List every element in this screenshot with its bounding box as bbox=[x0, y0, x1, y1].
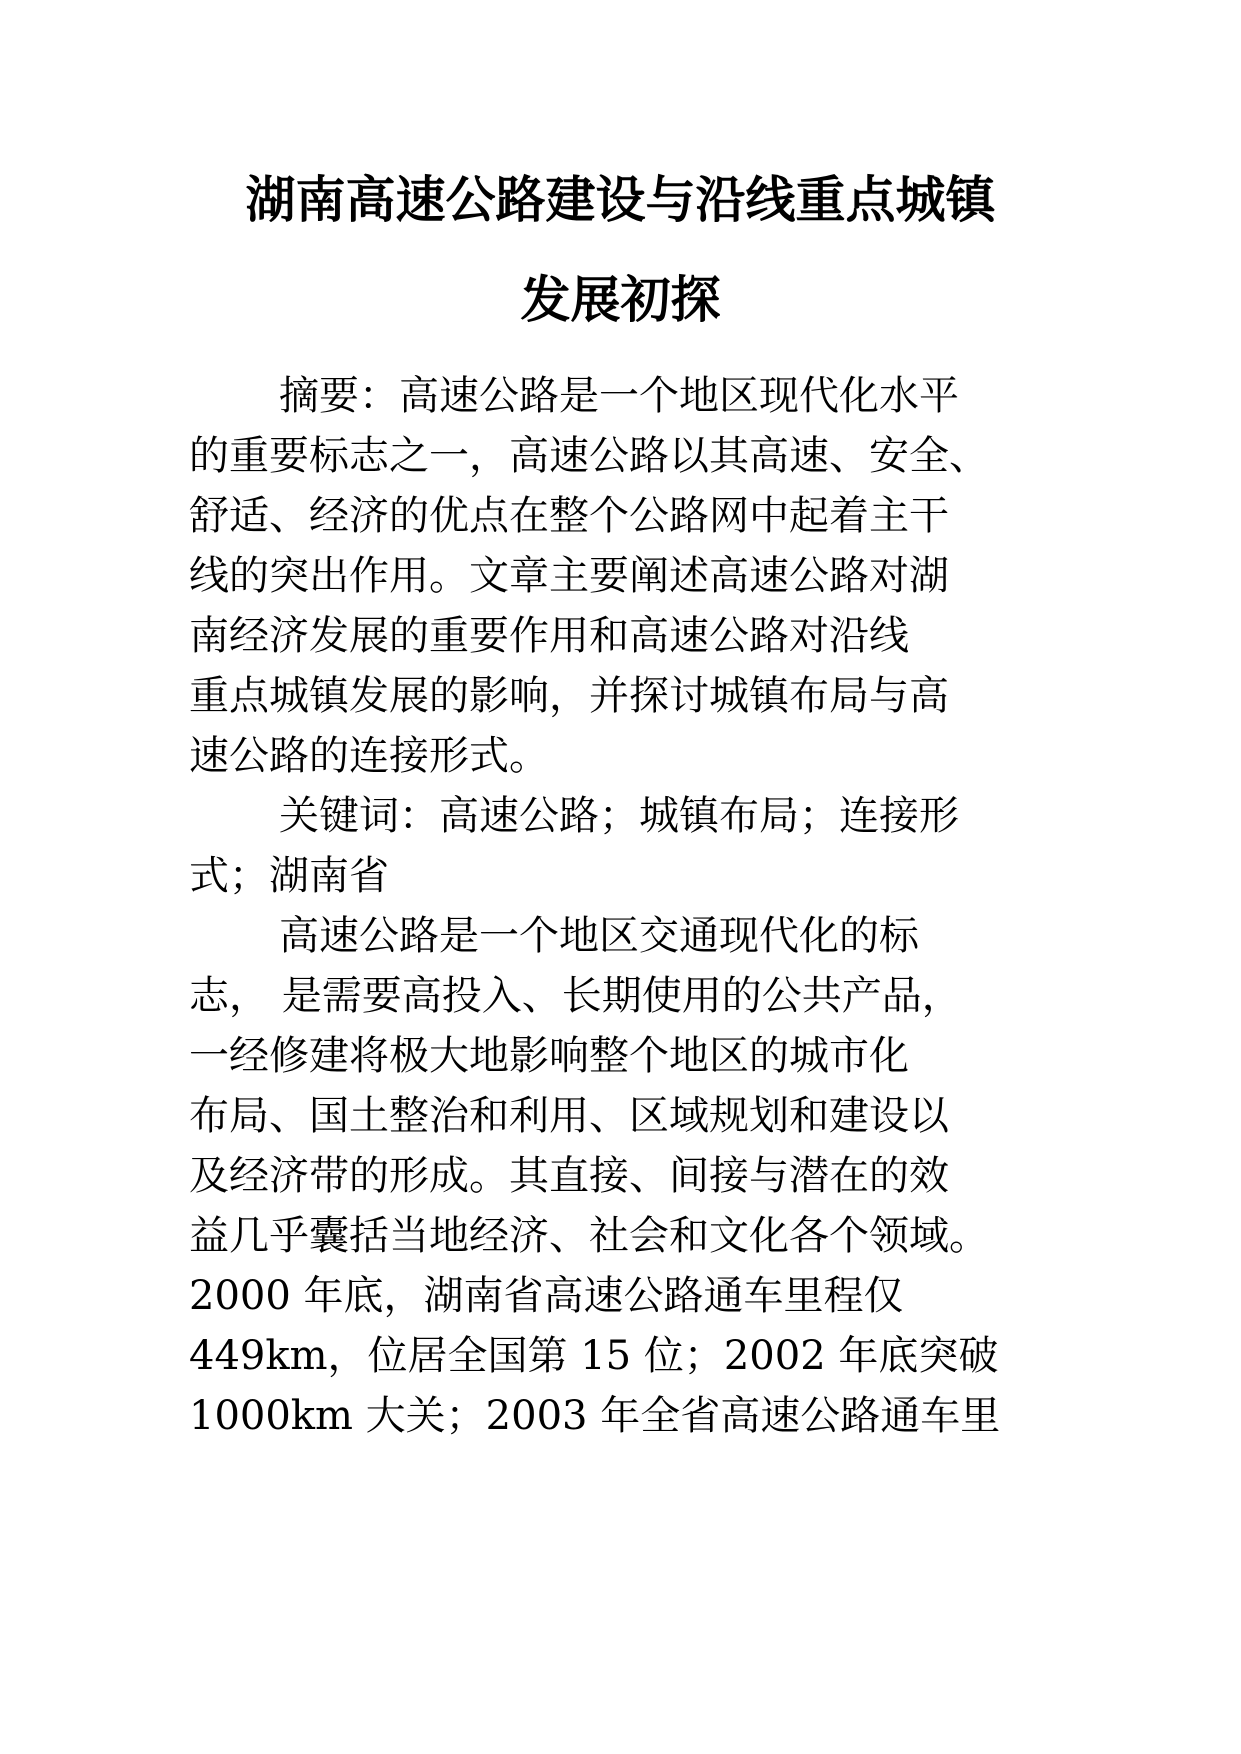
paragraph-line: 1000km 大关；2003 年全省高速公路通车里 bbox=[189, 1393, 1001, 1439]
paragraph-line: 2000 年底，湖南省高速公路通车里程仅 bbox=[189, 1273, 904, 1319]
paragraph-line: 及经济带的形成。其直接、间接与潜在的效 bbox=[189, 1153, 949, 1199]
abstract-line: 重点城镇发展的影响，并探讨城镇布局与高 bbox=[189, 673, 949, 719]
keywords-line: 式；湖南省 bbox=[189, 853, 389, 899]
paragraph-line: 益几乎囊括当地经济、社会和文化各个领域。 bbox=[189, 1213, 989, 1259]
paragraph-line: 高速公路是一个地区交通现代化的标 bbox=[279, 913, 919, 959]
document-title-line-2: 发展初探 bbox=[520, 271, 721, 329]
document-title-line-1: 湖南高速公路建设与沿线重点城镇 bbox=[245, 171, 996, 229]
paragraph-line: 449km，位居全国第 15 位；2002 年底突破 bbox=[189, 1333, 999, 1379]
paragraph-line: 布局、国土整治和利用、区域规划和建设以 bbox=[189, 1093, 949, 1139]
abstract-line: 线的突出作用。文章主要阐述高速公路对湖 bbox=[189, 553, 949, 599]
abstract-line: 速公路的连接形式。 bbox=[189, 733, 549, 779]
abstract-line: 的重要标志之一，高速公路以其高速、安全、 bbox=[189, 433, 989, 479]
abstract-line: 舒适、经济的优点在整个公路网中起着主干 bbox=[189, 493, 949, 539]
paragraph-line: 一经修建将极大地影响整个地区的城市化 bbox=[189, 1033, 909, 1079]
keywords-line: 关键词：高速公路；城镇布局；连接形 bbox=[279, 793, 959, 839]
abstract-line: 南经济发展的重要作用和高速公路对沿线 bbox=[189, 613, 909, 659]
paragraph-line: 志， 是需要高投入、长期使用的公共产品， bbox=[189, 973, 962, 1019]
abstract-line: 摘要：高速公路是一个地区现代化水平 bbox=[279, 373, 959, 419]
